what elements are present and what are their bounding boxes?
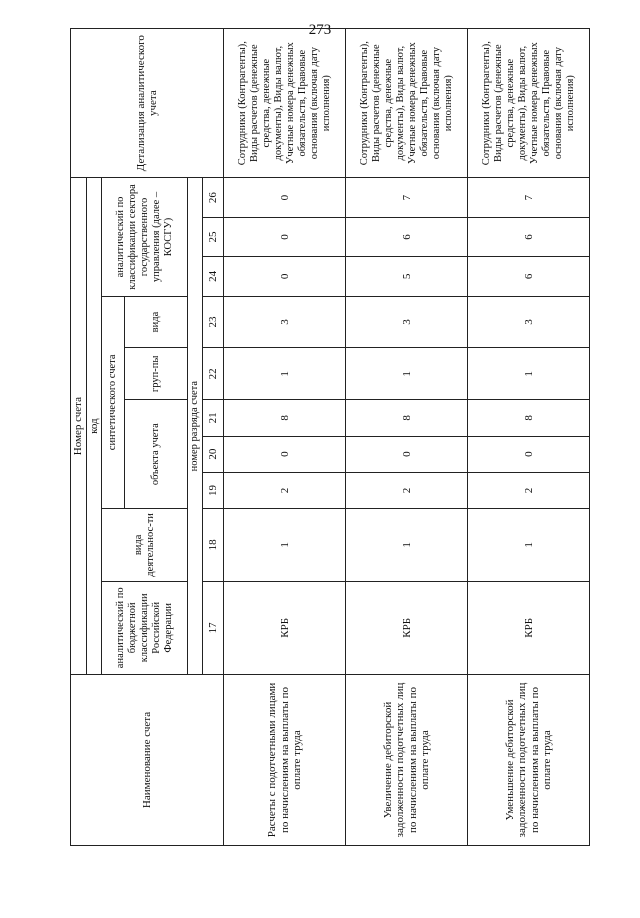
- value-cell: 3: [468, 296, 590, 348]
- detail-cell: Сотрудники (Контрагенты), Виды расчетов (денежные средства, денежные документы), Виды валют, Учетные номера денежных обязательств, Правовые основания (включая дату исполнения): [346, 29, 468, 178]
- page-number: 273: [308, 22, 332, 38]
- table-row: [346, 29, 468, 846]
- value-cell: 1: [468, 509, 590, 582]
- value-cell: 0: [224, 436, 346, 472]
- value-cell: 2: [468, 472, 590, 508]
- value-cell: 7: [346, 178, 468, 218]
- value-cell: 0: [224, 257, 346, 296]
- digit-cell: 22: [203, 348, 224, 400]
- digit-cell: 23: [203, 296, 224, 348]
- value-cell: 3: [346, 296, 468, 348]
- accounts-table-rotated: [70, 28, 578, 846]
- value-cell: 0: [346, 436, 468, 472]
- value-cell: 6: [346, 217, 468, 256]
- value-cell: 7: [468, 178, 590, 218]
- value-cell: 2: [224, 472, 346, 508]
- value-cell: 8: [468, 400, 590, 436]
- value-cell: 2: [346, 472, 468, 508]
- accounts-table: [70, 28, 590, 846]
- value-cell: КРБ: [468, 581, 590, 674]
- account-name-cell: Увеличение дебиторской задолженности подотчетных лиц по начислениям на выплаты по оплате труда: [346, 674, 468, 845]
- digit-cell: 26: [203, 178, 224, 218]
- detail-cell: Сотрудники (Контрагенты), Виды расчетов (денежные средства, денежные документы), Виды валют, Учетные номера денежных обязательств, Правовые основания (включая дату исполнения): [468, 29, 590, 178]
- table-row: [224, 29, 346, 846]
- value-cell: 5: [346, 257, 468, 296]
- digit-cell: 19: [203, 472, 224, 508]
- header-account-name: Наименование счета: [71, 674, 224, 845]
- value-cell: 6: [468, 217, 590, 256]
- header-account-number: Номер счета: [71, 178, 87, 675]
- value-cell: 0: [224, 178, 346, 218]
- value-cell: 1: [468, 348, 590, 400]
- header-analytic-budget: аналитический по бюджетной классификации Российской Федерации: [102, 581, 188, 674]
- value-cell: 1: [224, 509, 346, 582]
- table-row: [468, 29, 590, 846]
- value-cell: 1: [346, 348, 468, 400]
- value-cell: КРБ: [346, 581, 468, 674]
- value-cell: 3: [224, 296, 346, 348]
- account-name-cell: Расчеты с подотчетными лицами по начислениям на выплаты по оплате труда: [224, 674, 346, 845]
- value-cell: 8: [346, 400, 468, 436]
- header-account-object: объекта учета: [125, 400, 188, 509]
- value-cell: 0: [468, 436, 590, 472]
- digit-cell: 17: [203, 581, 224, 674]
- header-code: код: [86, 178, 102, 675]
- digit-cell: 20: [203, 436, 224, 472]
- header-kosgu: аналитический по классификации сектора государственного управления (далее – КОСГУ): [102, 178, 188, 296]
- header-kind: вида: [125, 296, 188, 348]
- digit-cell: 24: [203, 257, 224, 296]
- value-cell: 1: [224, 348, 346, 400]
- digit-cell: 21: [203, 400, 224, 436]
- digit-cell: 25: [203, 217, 224, 256]
- header-digit-row: номер разряда счета: [188, 178, 203, 675]
- header-activity-type: вида деятельнос-ти: [102, 509, 188, 582]
- header-group: груп-пы: [125, 348, 188, 400]
- detail-cell: Сотрудники (Контрагенты), Виды расчетов (денежные средства, денежные документы), Виды валют, Учетные номера денежных обязательств, Правовые основания (включая дату исполнения): [224, 29, 346, 178]
- account-name-cell: Уменьшение дебиторской задолженности подотчетных лиц по начислениям на выплаты по оплате труда: [468, 674, 590, 845]
- value-cell: 8: [224, 400, 346, 436]
- value-cell: 6: [468, 257, 590, 296]
- value-cell: КРБ: [224, 581, 346, 674]
- value-cell: 1: [346, 509, 468, 582]
- value-cell: 0: [224, 217, 346, 256]
- header-synthetic: синтетического счета: [102, 296, 125, 509]
- header-detail: Детализация аналитического учета: [71, 29, 224, 178]
- digit-cell: 18: [203, 509, 224, 582]
